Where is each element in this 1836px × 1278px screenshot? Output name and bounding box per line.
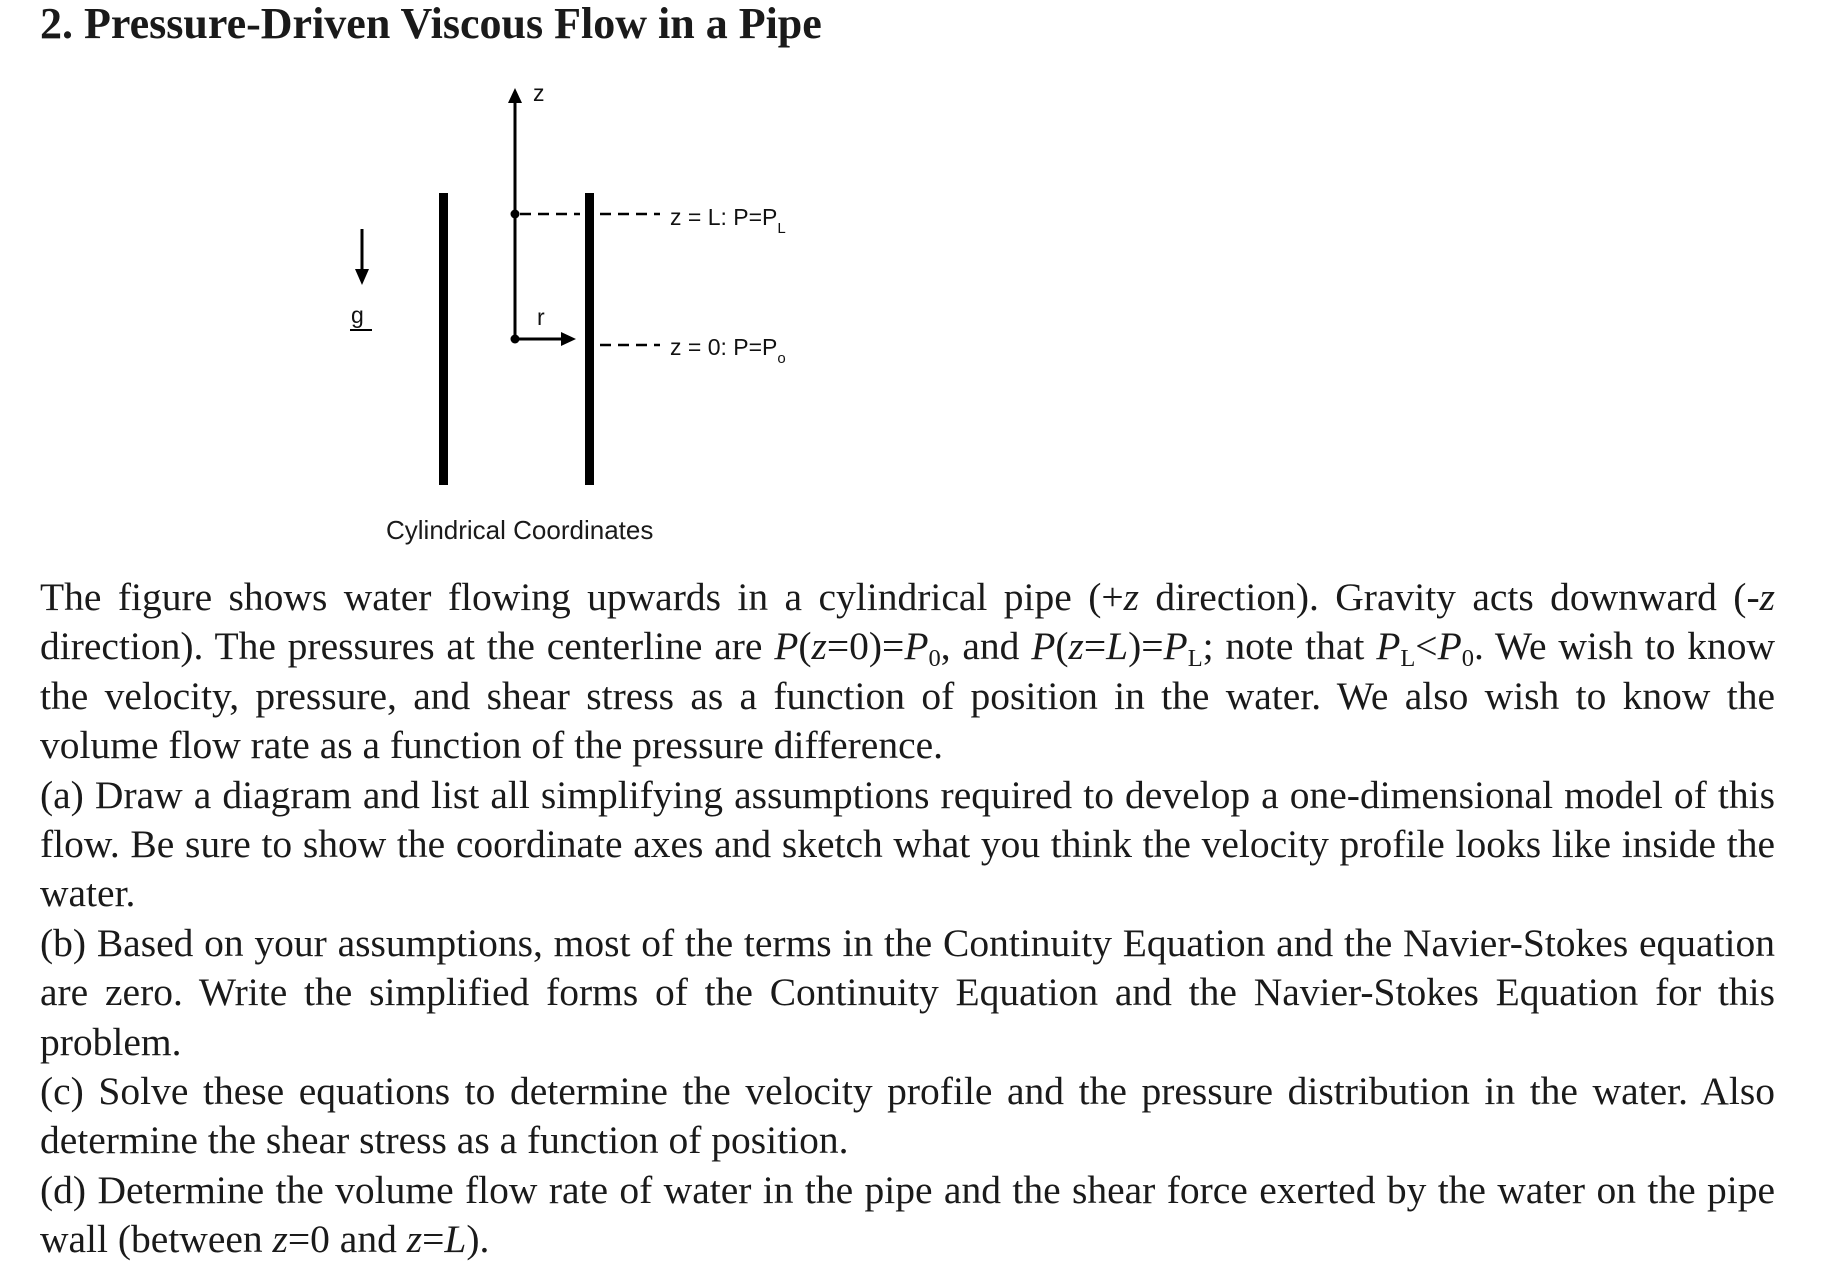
- bottom-level-label: z = 0: $P=P_o$: [670, 334, 786, 367]
- part-d: (d) Determine the volume flow rate of water in the pipe and the shear force exerted by the water on the pipe wall (between z=0 and z=L).: [40, 1167, 1775, 1262]
- origin-point: [511, 335, 520, 344]
- part-b: (b) Based on your assumptions, most of the terms in the Continuity Equation and the Navier-Stokes equation are zero. Write the simplified forms of the Continuity Equation and the Navier-Stokes Equation for this problem.: [40, 920, 1775, 1064]
- left-pipe-wall: [439, 193, 448, 485]
- right-pipe-wall: [585, 193, 594, 485]
- figure-caption: Cylindrical Coordinates: [386, 515, 654, 545]
- gravity-arrowhead: [355, 269, 369, 285]
- pipe-diagram: [0, 0, 1836, 560]
- problem-title: 2. Pressure-Driven Viscous Flow in a Pipe: [40, 0, 822, 48]
- z-axis-arrowhead: [508, 88, 522, 103]
- gravity-label: g: [351, 302, 364, 328]
- r-axis-label: r: [537, 304, 545, 330]
- intro-paragraph: The figure shows water flowing upwards in a cylindrical pipe (+z direction). Gravity acts downward (-z direction). The pressures at the centerline are $P(z=0)=P_0$, and $P(z=L)=P_L$; note that $P_L<P_0$. We wish to know the velocity, pressure, and shear stress as a function of position in the water. We also wish to know the volume flow rate as a function of the pressure difference.: [40, 575, 1775, 768]
- top-level-point: [511, 210, 520, 219]
- r-axis-arrowhead: [561, 332, 576, 346]
- part-a: (a) Draw a diagram and list all simplifying assumptions required to develop a one-dimensional model of this flow. Be sure to show the coordinate axes and sketch what you think the velocity profile looks like inside the water.: [40, 772, 1775, 916]
- top-level-label: z = L: $P=P_L$: [670, 204, 786, 237]
- problem-statement: [40, 573, 1775, 1265]
- z-axis-label: z: [533, 80, 545, 106]
- part-c: (c) Solve these equations to determine the velocity profile and the pressure distribution in the water. Also determine the shear stress as a function of position.: [40, 1069, 1775, 1163]
